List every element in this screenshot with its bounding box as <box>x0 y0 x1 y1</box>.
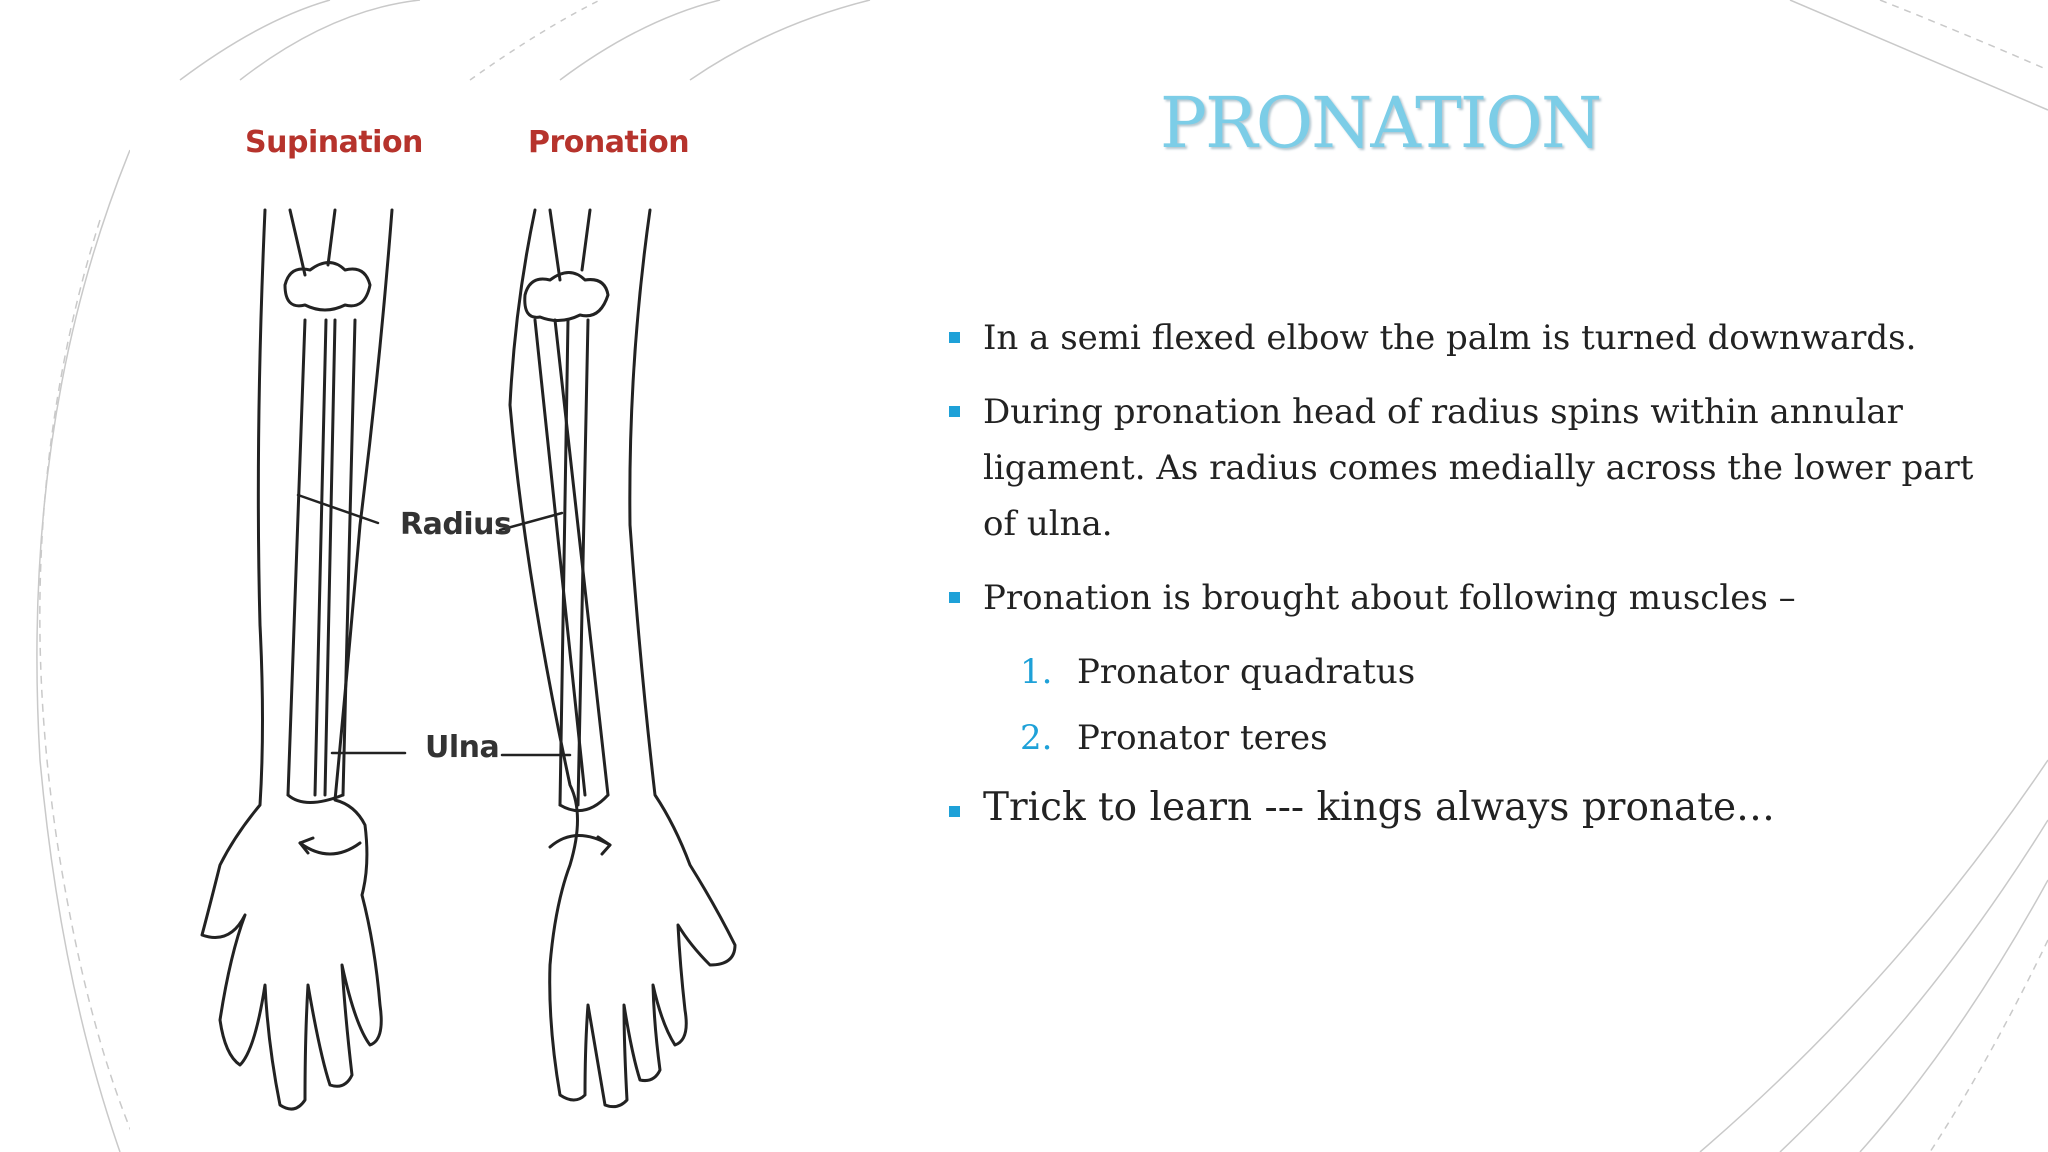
item-text: Pronator teres <box>1077 718 1328 758</box>
forearm-illustration <box>130 105 770 1150</box>
slide-title: PRONATION <box>1159 82 1601 164</box>
bullet-item <box>945 780 1975 836</box>
bullet-text: During pronation head of radius spins within annular ligament. As radius comes medially across the lower part of ulna. <box>983 392 1974 544</box>
bullet-item <box>945 570 1975 626</box>
bullet-item <box>945 310 1975 366</box>
bullet-item <box>945 384 1975 552</box>
bullet-square-icon <box>949 592 960 603</box>
numbered-item <box>945 644 1975 700</box>
forearm-figure <box>130 105 770 1150</box>
label-ulna: Ulna <box>425 730 500 765</box>
label-radius: Radius <box>400 507 512 542</box>
item-number: 2. <box>1020 718 1053 758</box>
bullet-square-icon <box>949 806 960 817</box>
bullet-text: Pronation is brought about following muscles – <box>983 578 1796 618</box>
numbered-item <box>945 710 1975 766</box>
bullet-text: In a semi flexed elbow the palm is turned downwards. <box>983 318 1917 358</box>
item-text: Pronator quadratus <box>1077 652 1416 692</box>
bullet-square-icon <box>949 332 960 343</box>
item-number: 1. <box>1020 652 1053 692</box>
bullet-list <box>945 310 1975 854</box>
label-supination: Supination <box>245 125 423 160</box>
bullet-square-icon <box>949 406 960 417</box>
bullet-text: Trick to learn --- kings always pronate… <box>983 785 1776 830</box>
label-pronation: Pronation <box>528 125 690 160</box>
